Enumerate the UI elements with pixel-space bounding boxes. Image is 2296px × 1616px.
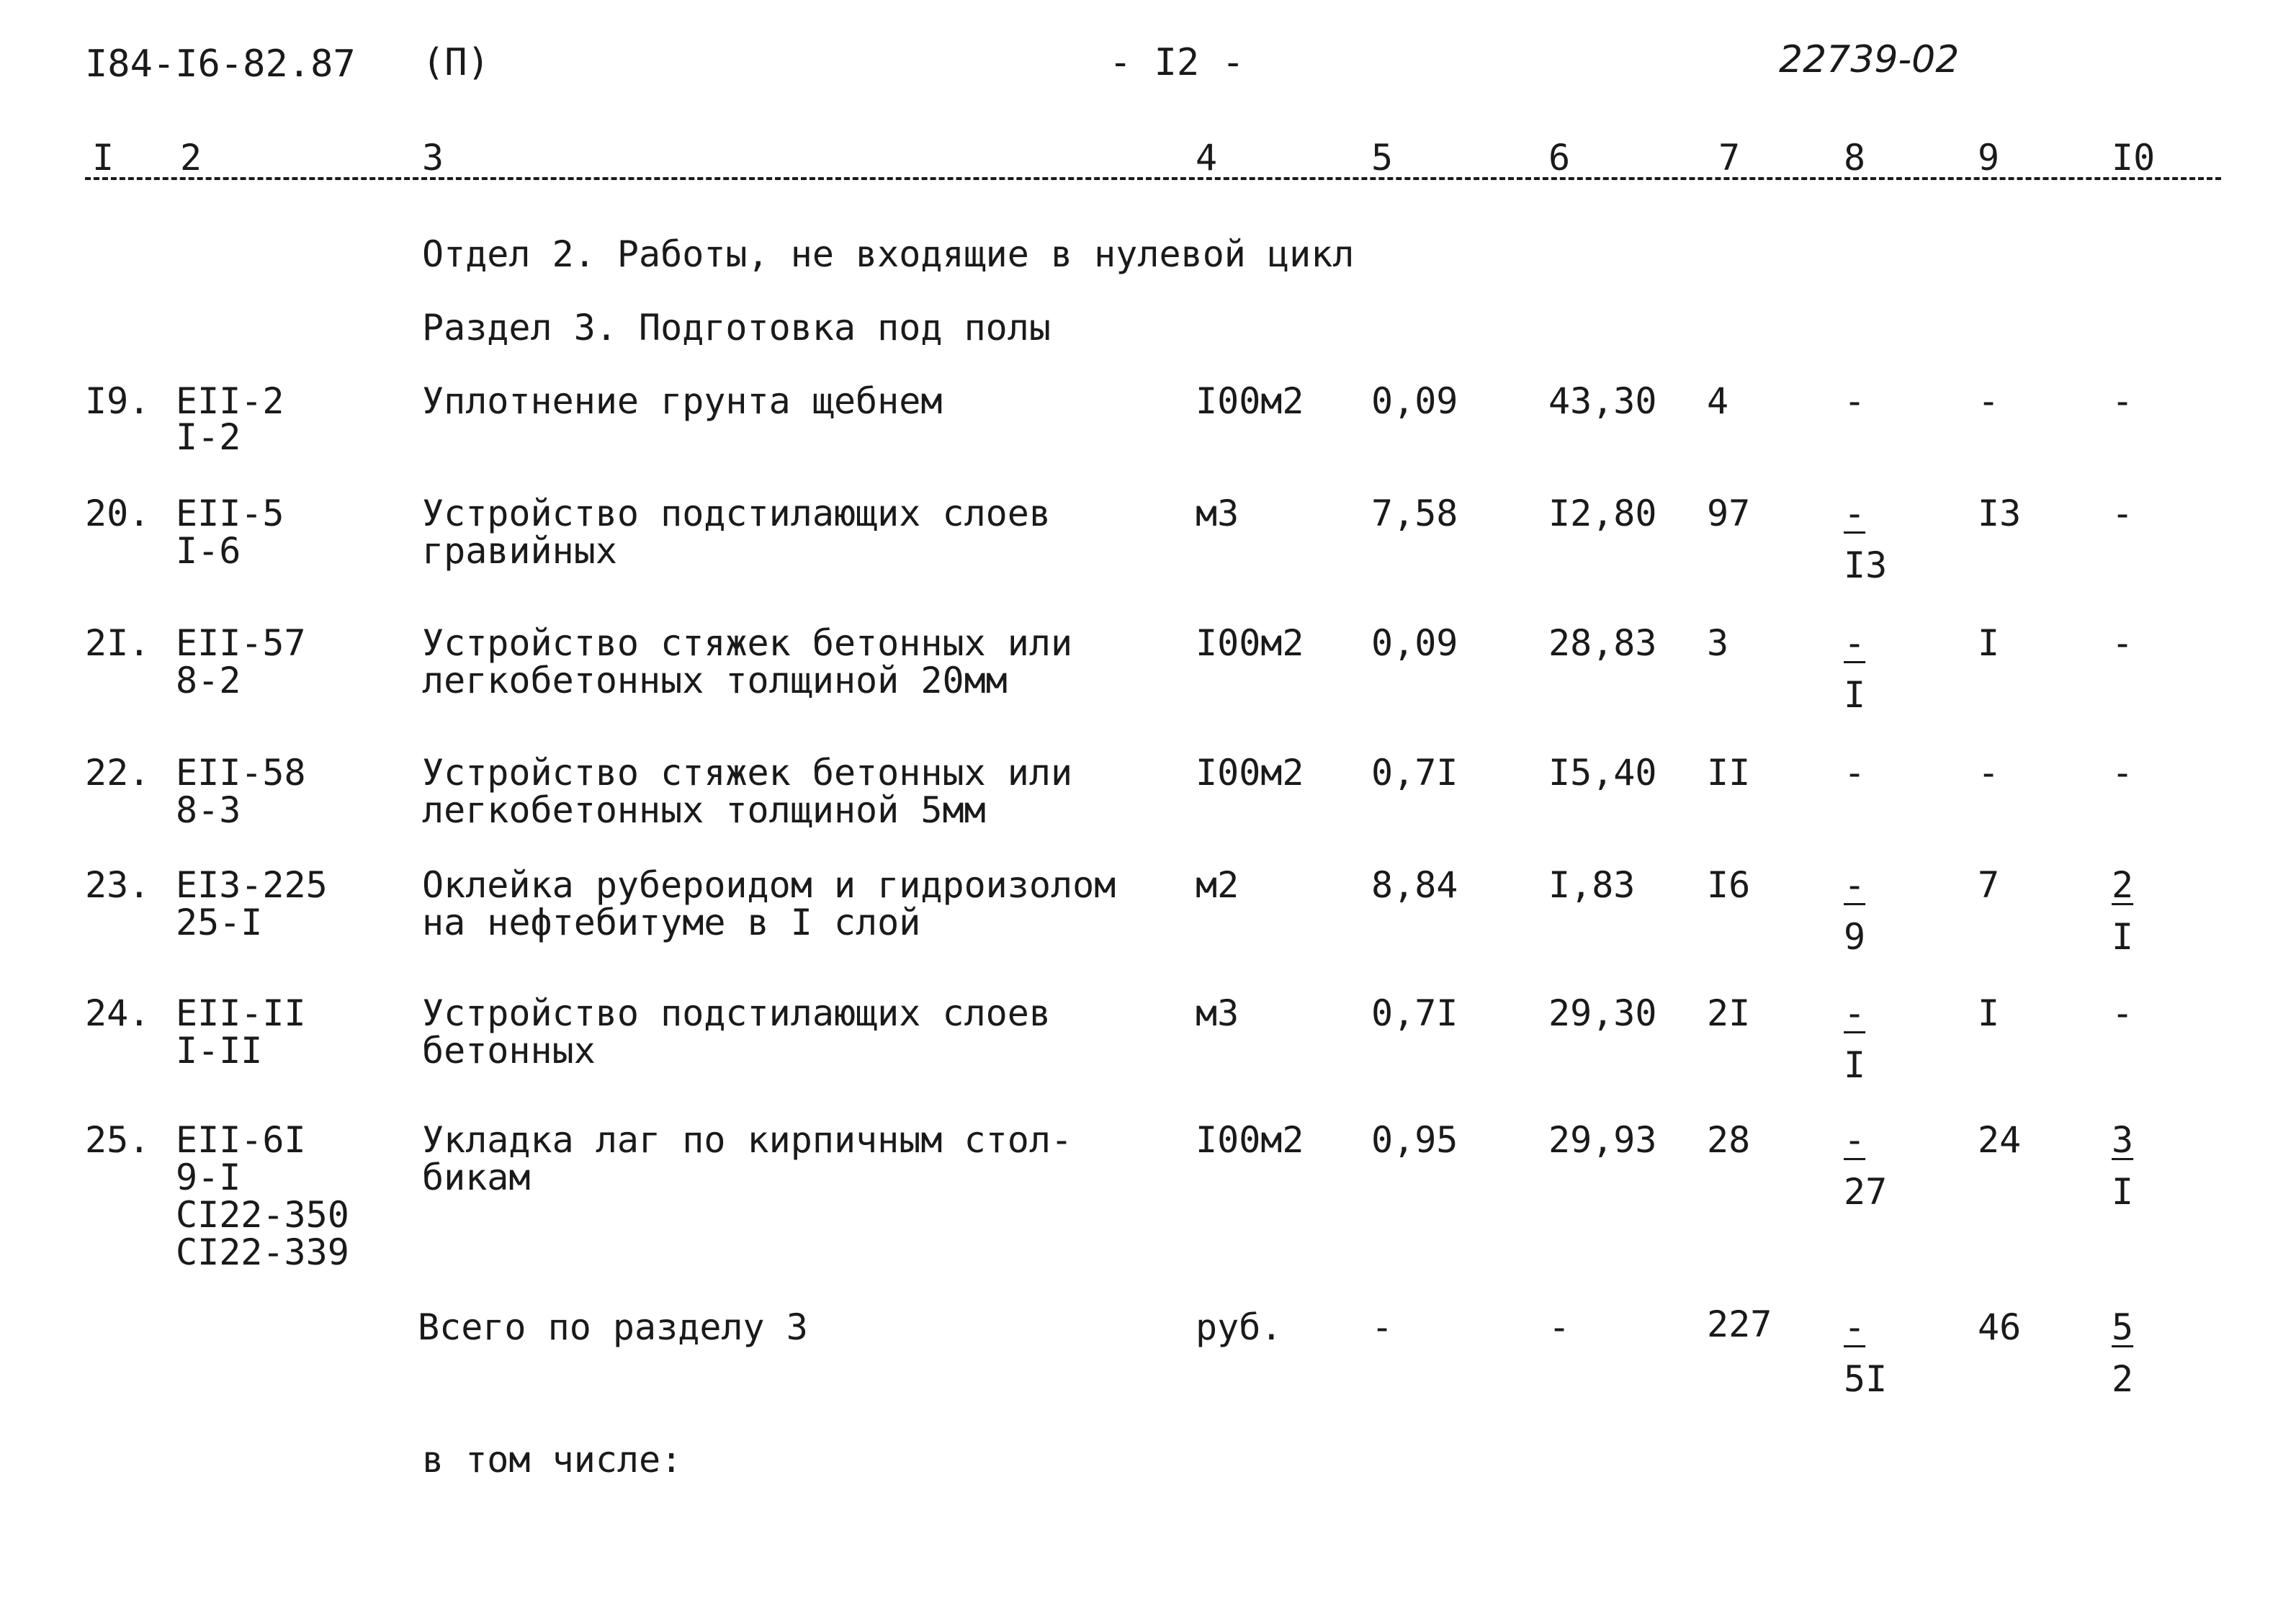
row-code: I-II [176,1030,263,1072]
column-number-10: I0 [2112,137,2156,179]
row-col9: 7 [1978,864,2000,906]
column-number-1: I [92,137,115,179]
column-number-2: 2 [180,137,202,179]
fraction-numerator: - [1844,1306,1866,1348]
row-name: Уплотнение грунта щебнем [422,380,943,422]
row-price: 29,30 [1548,992,1657,1034]
row-col9: I [1978,622,2000,664]
row-code: EII-6I [176,1119,306,1161]
fraction-numerator: 2 [2112,864,2134,906]
column-number-7: 7 [1718,137,1741,179]
fraction-denominator: 5I [1844,1358,1888,1400]
row-name: Устройство стяжек бетонных или [422,622,1073,664]
row-name: бетонных [422,1030,596,1072]
row-code: EII-5 [176,493,284,534]
row-unit: I00м2 [1196,1119,1304,1161]
row-unit: м3 [1196,493,1239,534]
row-code: 8-3 [176,789,241,831]
row-unit: м2 [1196,864,1239,906]
fraction-denominator: 2 [2112,1358,2134,1400]
row-number: I9. [85,380,151,422]
row-col8 [1844,1121,1887,1211]
column-number-3: 3 [422,137,444,179]
fraction-denominator: I3 [1844,544,1888,586]
header-dashed-rule [85,177,2221,180]
fraction-denominator: I [2112,1171,2134,1213]
row-unit: I00м2 [1196,752,1304,794]
row-total: I6 [1707,864,1751,906]
row-number: 22. [85,752,151,794]
document-number: 22739-02 [1779,38,1960,81]
row-code: EII-57 [176,622,306,664]
row-col8 [1844,994,1865,1085]
fraction-denominator: I [1844,1044,1866,1086]
row-name: гравийных [422,530,617,572]
row-number: 20. [85,493,151,534]
row-name: легкобетонных толщиной 5мм [422,789,986,831]
row-col10: - [2112,992,2134,1034]
row-code: EII-2 [176,380,284,422]
row-name: Устройство подстилающих слоев [422,493,1051,534]
row-col8 [1844,866,1865,956]
row-name: Оклейка рубероидом и гидроизолом [422,864,1116,906]
row-total: II [1707,752,1751,794]
column-number-5: 5 [1371,137,1394,179]
row-number: 2I. [85,622,151,664]
total-col10 [2112,1308,2133,1399]
row-code: CI22-339 [176,1231,349,1273]
fraction-numerator: - [1844,1119,1866,1161]
fraction-numerator: - [1844,493,1866,534]
column-number-4: 4 [1196,137,1218,179]
row-col9: - [1978,380,2000,422]
row-total: 97 [1707,493,1751,534]
fraction-denominator: I [1844,674,1866,716]
total-quantity: - [1371,1306,1394,1348]
department-title: Отдел 2. Работы, не входящие в нулевой цикл [422,233,1355,275]
footer-text: в том числе: [422,1439,683,1481]
row-name: Укладка лаг по кирпичным стол- [422,1119,1073,1161]
row-col9: 24 [1978,1119,2022,1161]
row-unit: I00м2 [1196,380,1304,422]
document-code: I84-I6-82.87 [85,42,356,86]
fraction-denominator: 27 [1844,1171,1888,1213]
row-quantity: 0,7I [1371,992,1458,1034]
total-price: - [1548,1306,1571,1348]
row-code: I-6 [176,530,241,572]
row-col8: - [1844,380,1866,422]
total-unit: руб. [1196,1306,1283,1348]
fraction-numerator: 3 [2112,1119,2134,1161]
row-col10 [2112,1121,2133,1211]
row-col9: I3 [1978,493,2022,534]
row-code: EII-II [176,992,306,1034]
row-name: Устройство стяжек бетонных или [422,752,1073,794]
row-number: 23. [85,864,151,906]
row-quantity: 7,58 [1371,493,1458,534]
row-col10: - [2112,493,2134,534]
fraction-denominator: 9 [1844,916,1866,958]
row-code: EI3-225 [176,864,328,906]
column-number-6: 6 [1548,137,1571,179]
row-name: бикам [422,1157,531,1198]
row-price: 29,93 [1548,1119,1657,1161]
fraction-numerator: 5 [2112,1306,2134,1348]
row-name: легкобетонных толщиной 20мм [422,660,1008,701]
row-price: 43,30 [1548,380,1657,422]
row-quantity: 0,95 [1371,1119,1458,1161]
row-col10: - [2112,622,2134,664]
fraction-numerator: - [1844,864,1866,906]
row-total: 2I [1707,992,1751,1034]
column-number-9: 9 [1978,137,2000,179]
column-number-8: 8 [1844,137,1866,179]
row-total: 4 [1707,380,1729,422]
fraction-numerator: - [1844,622,1866,664]
row-price: I,83 [1548,864,1636,906]
row-price: I2,80 [1548,493,1657,534]
row-name: на нефтебитуме в I слой [422,902,921,943]
row-col10 [2112,866,2133,956]
row-price: 28,83 [1548,622,1657,664]
row-unit: м3 [1196,992,1239,1034]
row-price: I5,40 [1548,752,1657,794]
row-code: CI22-350 [176,1194,349,1236]
row-quantity: 0,7I [1371,752,1458,794]
row-quantity: 8,84 [1371,864,1458,906]
total-col8 [1844,1308,1887,1399]
row-col10: - [2112,752,2134,794]
row-col9: - [1978,752,2000,794]
row-name: Устройство подстилающих слоев [422,992,1051,1034]
row-col8: - [1844,752,1866,794]
row-unit: I00м2 [1196,622,1304,664]
row-col10: - [2112,380,2134,422]
row-code: I-2 [176,416,241,458]
total-label: Всего по разделу 3 [418,1306,808,1348]
total-col9: 46 [1978,1306,2022,1348]
row-code: 8-2 [176,660,241,701]
fraction-denominator: I [2112,916,2134,958]
row-code: 25-I [176,902,263,943]
fraction-numerator: - [1844,992,1866,1034]
page-number: - I2 - [1109,41,1245,84]
row-total: 3 [1707,622,1729,664]
section-title: Раздел 3. Подготовка под полы [422,307,1051,349]
row-col9: I [1978,992,2000,1034]
row-col8 [1844,494,1887,585]
row-code: 9-I [176,1157,241,1198]
row-number: 24. [85,992,151,1034]
document-mark: (П) [422,41,490,84]
total-sum: 227 [1707,1303,1772,1345]
row-quantity: 0,09 [1371,622,1458,664]
row-col8 [1844,624,1865,714]
row-quantity: 0,09 [1371,380,1458,422]
row-code: EII-58 [176,752,306,794]
row-total: 28 [1707,1119,1751,1161]
row-number: 25. [85,1119,151,1161]
